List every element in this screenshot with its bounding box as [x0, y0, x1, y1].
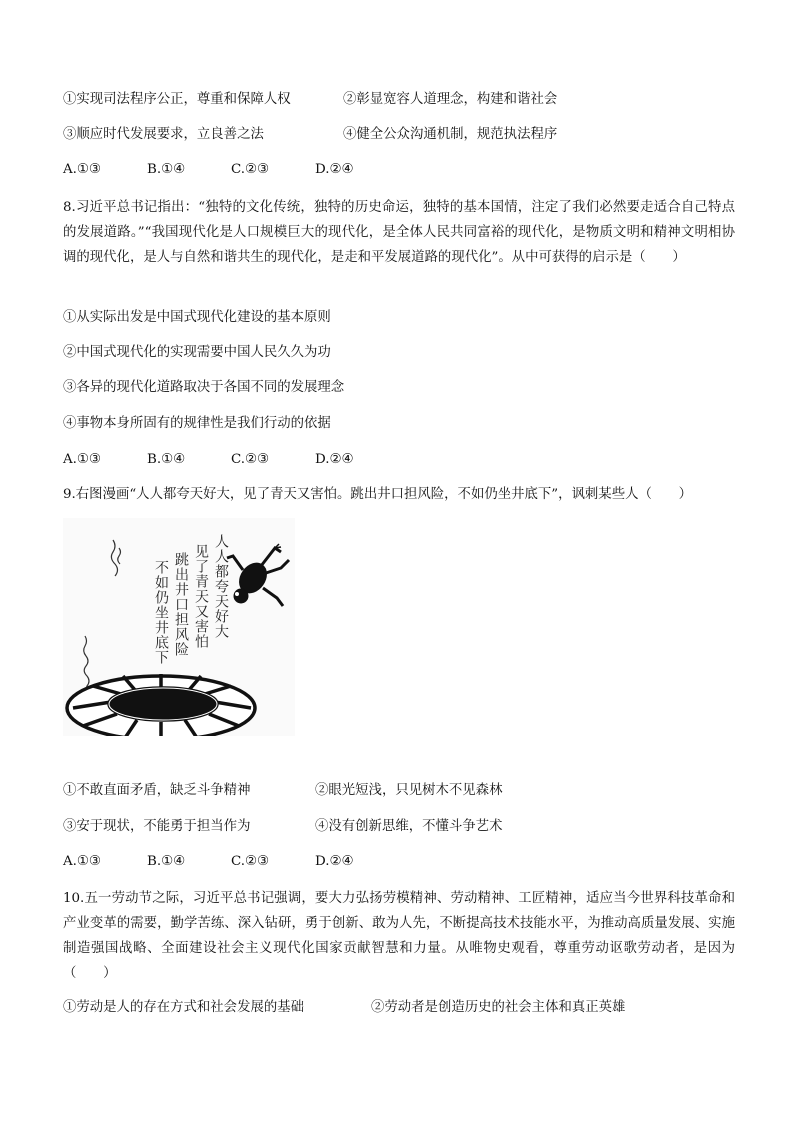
well-frog-cartoon	[63, 518, 295, 736]
q7-choice-b: B.①④	[147, 162, 186, 177]
q8-choice-c: C.②③	[231, 452, 270, 467]
q9-stem: 9.右图漫画“人人都夸天好大，见了青天又害怕。跳出井口担风险，不如仍坐井底下”，讽刺某些人（ ）	[63, 487, 693, 502]
q8-choices	[63, 450, 399, 470]
q8-choice-d: D.②④	[315, 452, 354, 467]
q9-option-2: ②眼光短浅，只见树木不见森林	[315, 783, 503, 798]
q9-option-3: ③安于现状，不能勇于担当作为	[63, 819, 251, 834]
q10-option-2: ②劳动者是创造历史的社会主体和真正英雄	[371, 1000, 626, 1015]
q9-option-4: ④没有创新思维，不懂斗争艺术	[315, 819, 503, 834]
q9-choice-b: B.①④	[147, 854, 186, 869]
q9-choices	[63, 852, 399, 872]
q10-stem: 10.五一劳动节之际，习近平总书记强调，要大力弘扬劳模精神、劳动精神、工匠精神，适应当今世界科技革命和产业变革的需要，勤学苦练、深入钻研，勇于创新、敢为人先，不断提高技术技能水平，为推动高质量发展、实施制造强国战略、全面建设社会主义现代化国家贡献智慧和力量。从唯物史观看，尊重劳动讴歌劳动者，是因为（ ）	[63, 891, 735, 981]
q8-choice-a: A.①③	[63, 452, 101, 467]
poem-line-1: 人人都夸天好大	[213, 534, 229, 639]
q7-choice-a: A.①③	[63, 162, 101, 177]
q7-option-3: ③顺应时代发展要求，立良善之法	[63, 127, 264, 142]
q10-option-1: ①劳动是人的存在方式和社会发展的基础	[63, 1000, 305, 1015]
poem-line-2: 见了青天又害怕	[193, 544, 209, 649]
q9-choice-a: A.①③	[63, 854, 101, 869]
cartoon-drawing	[63, 518, 295, 736]
q9-choice-d: D.②④	[315, 854, 354, 869]
q8-option-3: ③各异的现代化道路取决于各国不同的发展理念	[63, 380, 345, 395]
q9-choice-c: C.②③	[231, 854, 270, 869]
q7-choice-c: C.②③	[231, 162, 270, 177]
q7-choice-d: D.②④	[315, 162, 354, 177]
q7-choices	[63, 160, 399, 180]
q9-option-1: ①不敢直面矛盾，缺乏斗争精神	[63, 783, 251, 798]
q8-option-2: ②中国式现代化的实现需要中国人民久久为功	[63, 345, 331, 360]
q8-choice-b: B.①④	[147, 452, 186, 467]
q7-option-1: ①实现司法程序公正，尊重和保障人权	[63, 92, 291, 107]
q7-option-2: ②彰显宽容人道理念，构建和谐社会	[343, 92, 558, 107]
q7-option-4: ④健全公众沟通机制，规范执法程序	[343, 127, 558, 142]
poem-line-3: 跳出井口担风险	[173, 552, 189, 657]
q8-stem: 8.习近平总书记指出：“独特的文化传统，独特的历史命运，独特的基本国情，注定了我们必然要走适合自己特点的发展道路。”“我国现代化是人口规模巨大的现代化，是全体人民共同富裕的现代化，是物质文明和精神文明相协调的现代化，是人与自然和谐共生的现代化，是走和平发展道路的现代化”。从中可获得的启示是（ ）	[63, 200, 735, 265]
q8-option-4: ④事物本身所固有的规律性是我们行动的依据	[63, 416, 331, 431]
poem-line-4: 不如仍坐井底下	[153, 560, 169, 665]
q8-option-1: ①从实际出发是中国式现代化建设的基本原则	[63, 310, 331, 325]
